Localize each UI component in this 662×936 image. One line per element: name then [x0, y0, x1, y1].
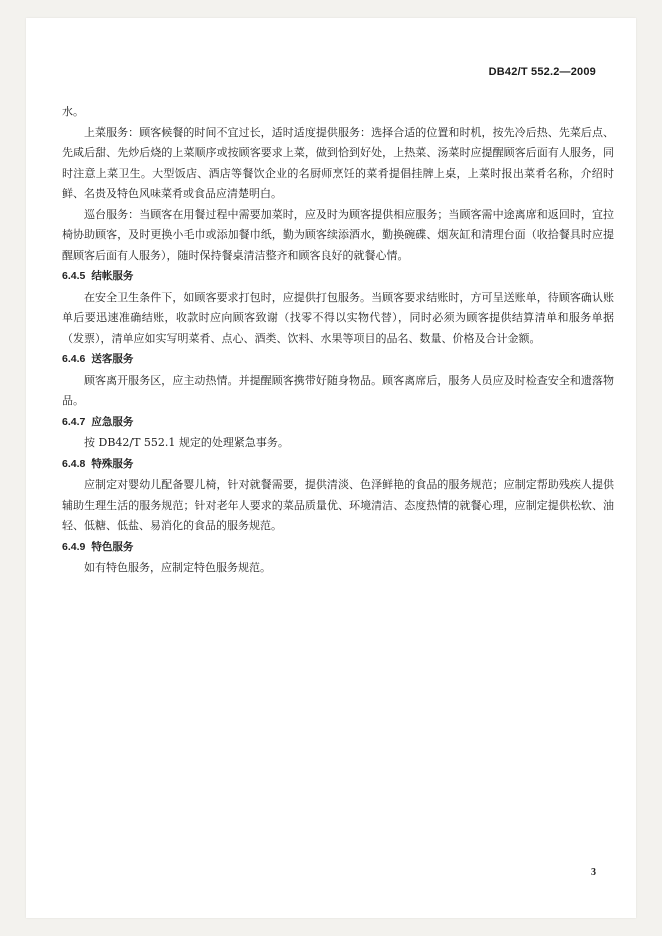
- section-title: 应急服务: [91, 415, 134, 428]
- section-text-6-4-6: 顾客离开服务区，应主动热情。并提醒顾客携带好随身物品。顾客离席后，服务人员应及时检查安全和遗落物品。: [62, 373, 614, 407]
- section-heading-6-4-8: [62, 454, 614, 476]
- section-number: 6.4.8: [62, 457, 86, 470]
- document-body: [62, 102, 614, 579]
- section-number: 6.4.5: [62, 270, 86, 282]
- document-code-header: DB42/T 552.2—2009: [488, 66, 596, 78]
- document-page: [26, 18, 636, 918]
- section-text-6-4-7: 按 DB42/T 552.1 规定的处理紧急事务。: [84, 436, 289, 449]
- paragraph-table-patrol: 巡台服务：当顾客在用餐过程中需要加菜时，应及时为顾客提供相应服务；当顾客需中途离席和返回时，宜拉椅协助顾客，及时更换小毛巾或添加餐巾纸，勤为顾客续添酒水，勤换碗碟、烟灰缸和清理台面（收拾餐具时应提醒顾客后面有人服务），随时保持餐桌清洁整齐和顾客良好的就餐心情。: [62, 207, 614, 262]
- section-title: 结帐服务: [91, 270, 134, 282]
- section-title: 特殊服务: [91, 457, 134, 470]
- paragraph-serving-dishes: 上菜服务：顾客候餐的时间不宜过长，适时适度提供服务：选择合适的位置和时机，按先冷后热、先菜后点、先咸后甜、先炒后烧的上菜顺序或按顾客要求上菜，做到恰到好处，上热菜、汤菜时应提醒顾客后面有人服务，同时注意上菜卫生。大型饭店、酒店等餐饮企业的名厨师烹饪的菜肴提倡挂牌上桌，上菜时报出菜肴名称，介绍时鲜、名贵及特色风味菜肴或食品应清楚明白。: [62, 125, 614, 200]
- section-text-6-4-8: 应制定对婴幼儿配备婴儿椅，针对就餐需要，提供清淡、色泽鲜艳的食品的服务规范；应制定帮助残疾人提供辅助生理生活的服务规范；针对老年人要求的菜品质量优、环境清洁、态度热情的就餐心理，应制定提供松软、油轻、低糖、低盐、易消化的食品的服务规范。: [62, 478, 614, 532]
- section-text-6-4-5: 在安全卫生条件下，如顾客要求打包时，应提供打包服务。当顾客要求结账时，方可呈送账单，待顾客确认账单后要迅速准确结账，收款时应向顾客致谢（找零不得以实物代替），同时必须为顾客提供结算清单和服务单据（发票），清单应如实写明菜肴、点心、酒类、饮料、水果等项目的品名、数量、价格及合计金额。: [62, 290, 614, 345]
- section-heading-6-4-5: [62, 266, 614, 288]
- section-heading-6-4-6: [62, 349, 614, 371]
- section-heading-6-4-9: [62, 537, 614, 559]
- section-number: 6.4.6: [62, 353, 86, 365]
- section-title: 特色服务: [91, 540, 134, 553]
- section-number: 6.4.9: [62, 540, 86, 553]
- section-text-6-4-9: 如有特色服务，应制定特色服务规范。: [84, 561, 271, 574]
- section-title: 送客服务: [91, 353, 134, 365]
- section-heading-6-4-7: [62, 412, 614, 434]
- section-number: 6.4.7: [62, 415, 86, 428]
- paragraph-continuation: 水。: [62, 105, 84, 118]
- page-number: 3: [591, 867, 596, 878]
